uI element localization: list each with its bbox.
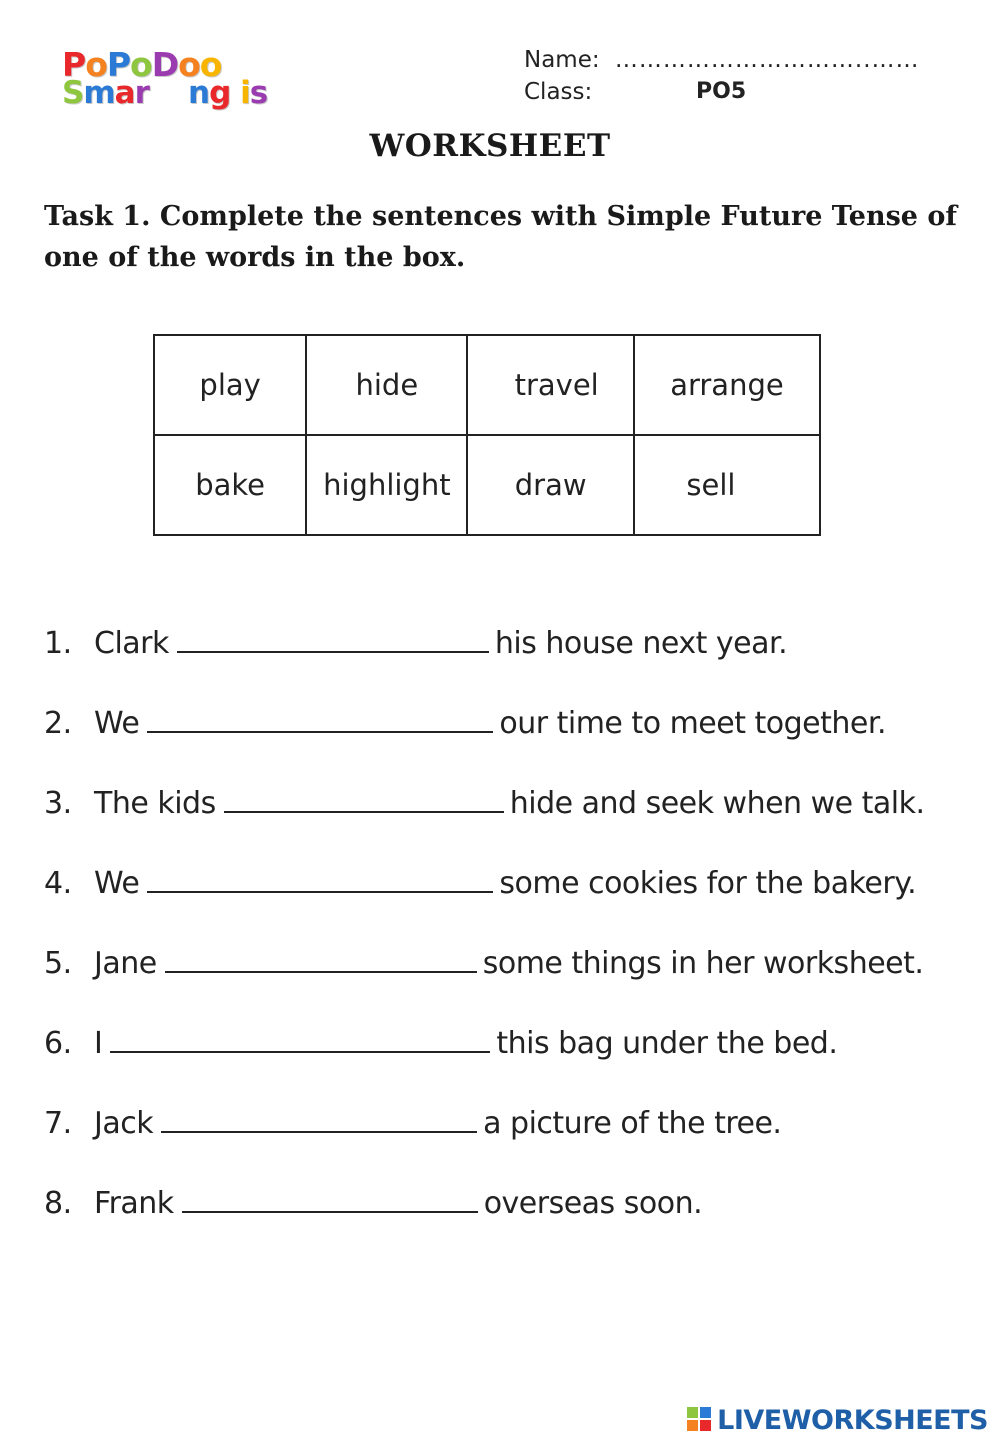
- word-cell: arrange: [634, 335, 820, 435]
- logo-letter: P: [106, 45, 131, 84]
- exercise-subject: We: [94, 706, 140, 741]
- exercise-rest: overseas soon.: [483, 1186, 703, 1221]
- word-cell: bake: [154, 435, 306, 535]
- liveworksheets-logo-icon: [687, 1407, 713, 1433]
- word-cell: draw: [467, 435, 633, 535]
- worksheet-title: WORKSHEET: [369, 128, 611, 164]
- name-line: [524, 44, 920, 76]
- exercise-item: [44, 614, 787, 674]
- logo-letter: o: [85, 45, 107, 84]
- word-cell: play: [154, 335, 306, 435]
- logo-letter: S: [62, 75, 84, 111]
- exercise-number: 1.: [44, 626, 72, 661]
- word-box-row: [154, 335, 820, 435]
- exercise-rest: our time to meet together.: [499, 706, 886, 741]
- exercise-item: [44, 1014, 837, 1074]
- word-cell: sell: [634, 435, 820, 535]
- class-line: [524, 76, 920, 108]
- exercise-subject: Jane: [94, 946, 157, 981]
- exercise-rest: hide and seek when we talk.: [509, 786, 925, 821]
- student-info: [524, 44, 920, 108]
- exercise-subject: I: [94, 1026, 103, 1061]
- exercise-subject: Clark: [94, 626, 169, 661]
- exercise-item: [44, 854, 916, 914]
- answer-blank[interactable]: [147, 703, 493, 733]
- class-label: Class:: [524, 79, 593, 105]
- exercise-number: 2.: [44, 706, 72, 741]
- answer-blank[interactable]: [177, 623, 489, 653]
- exercise-item: [44, 774, 925, 834]
- exercise-subject: Jack: [94, 1106, 154, 1141]
- class-value: PO5: [696, 79, 747, 104]
- logo-letter: o: [130, 45, 152, 84]
- logo-letter: P: [62, 45, 86, 84]
- logo-letter: D: [151, 45, 179, 84]
- exercise-item: [44, 1094, 781, 1154]
- exercise-subject: The kids: [94, 786, 216, 821]
- answer-blank[interactable]: [165, 943, 477, 973]
- exercise-subject: Frank: [94, 1186, 174, 1221]
- exercise-item: [44, 694, 886, 754]
- exercise-item: [44, 1174, 702, 1234]
- answer-blank[interactable]: [182, 1183, 478, 1213]
- logo-letter: n: [188, 75, 210, 111]
- word-cell: hide: [306, 335, 467, 435]
- logo-letter: s: [249, 75, 268, 111]
- exercise-rest: a picture of the tree.: [483, 1106, 782, 1141]
- exercise-subject: We: [94, 866, 140, 901]
- exercise-number: 7.: [44, 1106, 72, 1141]
- exercise-number: 5.: [44, 946, 72, 981]
- answer-blank[interactable]: [161, 1103, 477, 1133]
- word-box-row: [154, 435, 820, 535]
- word-cell: travel: [467, 335, 633, 435]
- logo-line-2: [62, 75, 268, 111]
- exercise-rest: some cookies for the bakery.: [499, 866, 917, 901]
- word-box: [153, 334, 821, 536]
- logo-letter: g: [209, 75, 231, 111]
- logo-letter: [230, 75, 240, 111]
- logo-letter: a: [114, 75, 135, 111]
- liveworksheets-footer[interactable]: [687, 1402, 988, 1438]
- exercise-item: [44, 934, 923, 994]
- exercise-number: 3.: [44, 786, 72, 821]
- popodoo-logo: [62, 44, 292, 116]
- task-instruction: Task 1. Complete the sentences with Simple Future Tense of one of the words in the box.: [44, 201, 957, 273]
- logo-letter: o: [199, 45, 222, 84]
- logo-letter: o: [178, 45, 200, 84]
- logo-letter: r: [134, 75, 149, 111]
- logo-letter: [149, 75, 188, 111]
- name-field[interactable]: …………………………..……: [614, 47, 920, 73]
- name-label: Name:: [524, 47, 600, 73]
- answer-blank[interactable]: [147, 863, 493, 893]
- logo-letter: m: [83, 75, 115, 111]
- exercise-number: 6.: [44, 1026, 72, 1061]
- answer-blank[interactable]: [110, 1023, 490, 1053]
- word-cell: highlight: [306, 435, 467, 535]
- exercise-number: 4.: [44, 866, 72, 901]
- answer-blank[interactable]: [224, 783, 504, 813]
- exercise-number: 8.: [44, 1186, 72, 1221]
- exercise-rest: his house next year.: [494, 626, 788, 661]
- exercise-rest: some things in her worksheet.: [482, 946, 924, 981]
- liveworksheets-brand: LIVEWORKSHEETS: [717, 1404, 988, 1436]
- logo-letter: i: [240, 75, 250, 111]
- exercise-rest: this bag under the bed.: [496, 1026, 838, 1061]
